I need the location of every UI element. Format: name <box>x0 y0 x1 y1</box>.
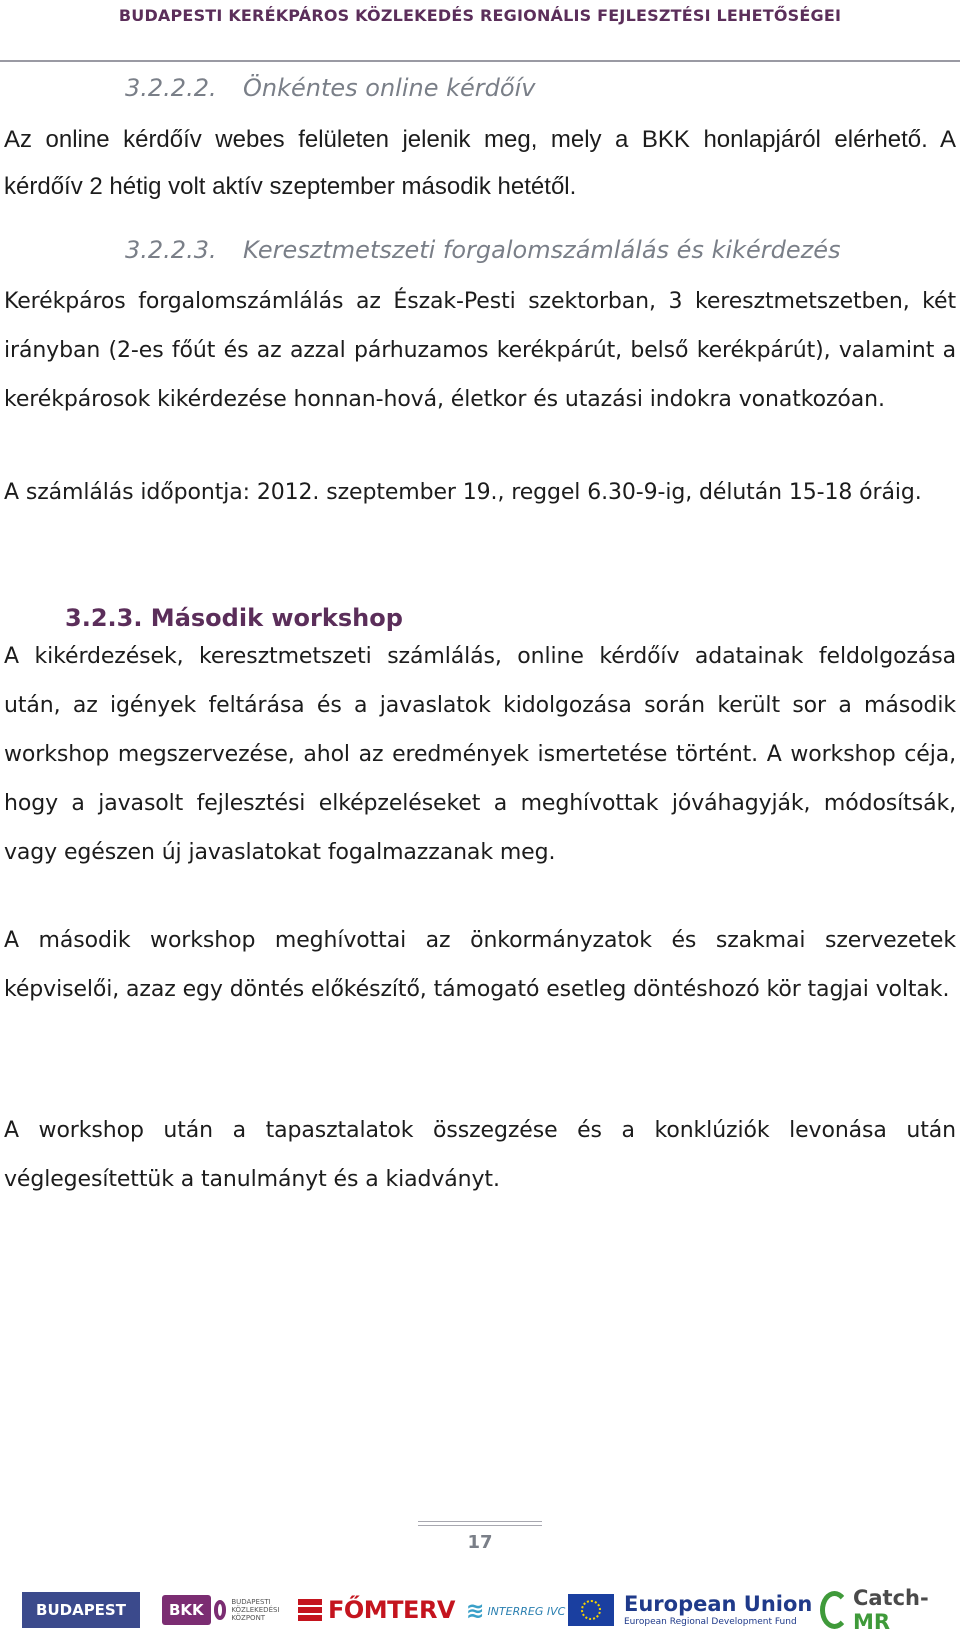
catch-mr-logo <box>820 1586 960 1634</box>
subsection-heading-3223 <box>125 236 841 264</box>
subsection-heading-3222 <box>125 74 535 102</box>
paragraph-online-survey: Az online kérdőív webes felületen jelenik meg, mely a BKK honlapjáról elérhető. A kérdőív 2 hétig volt aktív szeptember második hetétől. <box>4 126 956 200</box>
sponsor-logos <box>0 1580 960 1640</box>
bkk-logo <box>162 1592 280 1628</box>
interreg-mark-icon: ≋ <box>466 1598 485 1624</box>
fomterv-bars-icon <box>298 1598 322 1622</box>
header-divider <box>0 60 960 62</box>
subsection-title: Önkéntes online kérdőív <box>243 74 536 102</box>
subsection-number: 3.2.2.2. <box>125 74 217 102</box>
paragraph-traffic-count: Kerékpáros forgalomszámlálás az Észak-Pesti szektorban, 3 keresztmetszetben, két irányban (2-es főút és az azzal párhuzamos kerékpárút, belső kerékpárút), valamint a kerékpárosok kikérdezése honnan-hová, életkor és utazási indokra vonatkozóan. <box>4 289 956 412</box>
paragraph-count-timing: A számlálás időpontja: 2012. szeptember 19., reggel 6.30-9-ig, délután 15-18 óráig. <box>4 480 922 505</box>
footer-divider <box>418 1521 542 1526</box>
eu-flag-icon <box>568 1594 614 1626</box>
fomterv-logo <box>298 1592 455 1628</box>
eu-logo-name: European Union <box>624 1592 813 1616</box>
paragraph-workshop-2: A második workshop meghívottai az önkormányzatok és szakmai szervezetek képviselői, azaz egy döntés előkészítő, támogató esetleg döntéshozó kör tagjai voltak. <box>4 928 956 1002</box>
catch-logo-text: Catch- <box>852 1586 929 1610</box>
catch-logo-mr: MR <box>852 1610 891 1634</box>
fomterv-logo-text: FŐMTERV <box>328 1596 455 1624</box>
paragraph-workshop-1: A kikérdezések, keresztmetszeti számlálás, online kérdőív adatainak feldolgozása után, az igények feltárása és a javaslatok kidolgozása során került sor a második workshop megszervezése, ahol az eredmények ismertetése történt. A workshop céja, hogy a javasolt fejlesztési elképzeléseket a meghívottak jóváhagyják, módosítsák, vagy egészen új javaslatokat fogalmazzanak meg. <box>4 644 956 865</box>
budapest-logo-text: BUDAPEST <box>36 1601 126 1619</box>
running-header-title: BUDAPESTI KERÉKPÁROS KÖZLEKEDÉS REGIONÁLIS FEJLESZTÉSI LEHETŐSÉGEI <box>118 6 842 25</box>
budapest-logo <box>22 1592 140 1628</box>
eu-logo-fund: European Regional Development Fund <box>624 1617 797 1627</box>
bkk-logo-badge: BKK <box>162 1595 211 1625</box>
catch-swirl-icon <box>820 1591 849 1629</box>
paragraph-workshop-3: A workshop után a tapasztalatok összegzése és a konklúziók levonása után véglegesítettük a tanulmányt és a kiadványt. <box>4 1118 956 1192</box>
interreg-logo <box>466 1594 565 1628</box>
page-header <box>0 0 960 64</box>
subsection-title: Keresztmetszeti forgalomszámlálás és kikérdezés <box>243 236 841 264</box>
section-heading-second-workshop: 3.2.3. Második workshop <box>65 604 403 632</box>
page-number: 17 <box>467 1532 493 1553</box>
bkk-logo-subtext: BUDAPESTI KÖZLEKEDÉSI KÖZPONT <box>231 1598 280 1622</box>
subsection-number: 3.2.2.3. <box>125 236 217 264</box>
interreg-logo-text: INTERREG IVC <box>487 1604 566 1618</box>
bkk-ring-icon <box>214 1600 227 1620</box>
eu-logo <box>568 1590 812 1630</box>
